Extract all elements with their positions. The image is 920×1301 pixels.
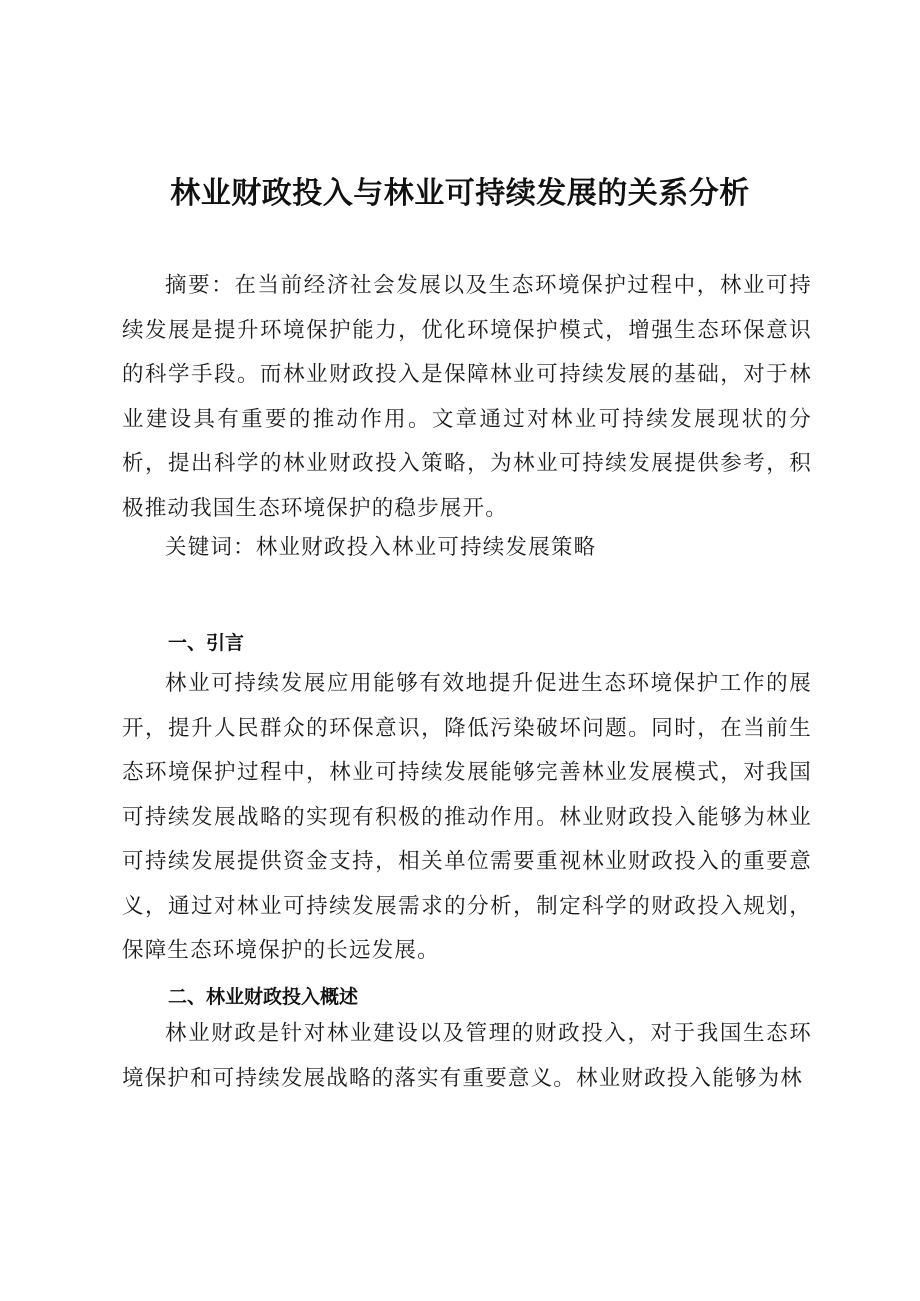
section-body-overview: 林业财政是针对林业建设以及管理的财政投入，对于我国生态环境保护和可持续发展战略的落实有重要意义。林业财政投入能够为林 [122, 1021, 812, 1091]
abstract-paragraph: 摘要：在当前经济社会发展以及生态环境保护过程中，林业可持续发展是提升环境保护能力，优化环境保护模式，增强生态环保意识的科学手段。而林业财政投入是保障林业可持续发展的基础，对于林业建设具有重要的推动作用。文章通过对林业可持续发展现状的分析，提出科学的林业财政投入策略，为林业可持续发展提供参考，积极推动我国生态环境保护的稳步展开。 [122, 273, 812, 521]
keywords-line: 关键词：林业财政投入林业可持续发展策略 [165, 535, 597, 560]
document-title: 林业财政投入与林业可持续发展的关系分析 [170, 176, 750, 211]
section-body-introduction: 林业可持续发展应用能够有效地提升促进生态环境保护工作的展开，提升人民群众的环保意识，降低污染破坏问题。同时，在当前生态环境保护过程中，林业可持续发展能够完善林业发展模式，对我国可持续发展战略的实现有积极的推动作用。林业财政投入能够为林业可持续发展提供资金支持，相关单位需要重视林业财政投入的重要意义，通过对林业可持续发展需求的分析，制定科学的财政投入规划，保障生态环境保护的长远发展。 [122, 671, 812, 963]
section-heading-overview: 二、林业财政投入概述 [168, 986, 359, 1008]
section-heading-introduction: 一、引言 [168, 632, 245, 654]
